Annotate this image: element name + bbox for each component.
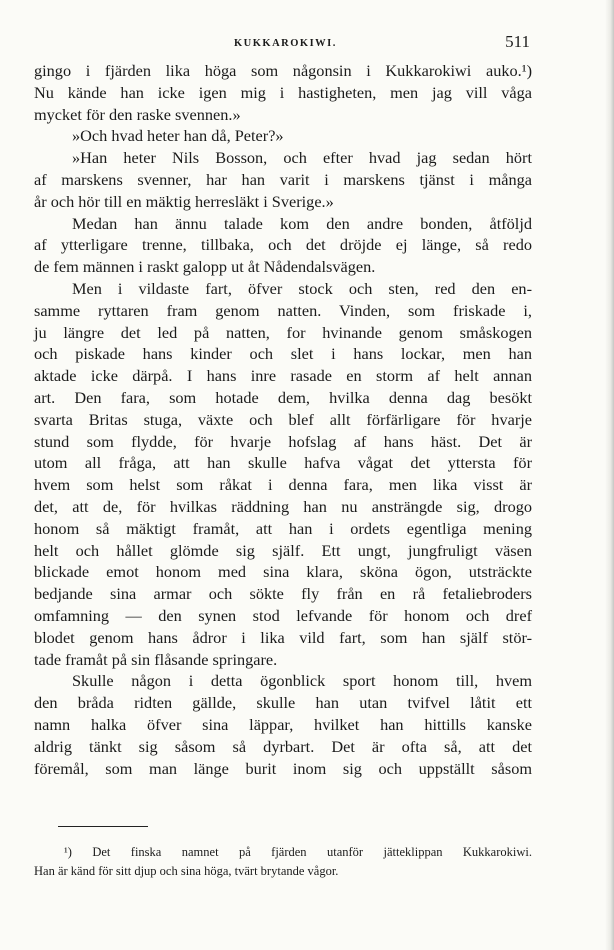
- text-line: den bråda ridten gällde, skulle han utan tvifvel låtit ett: [34, 693, 532, 713]
- text-line: mycket för den raske svennen.»: [34, 104, 241, 124]
- body-text: [34, 60, 532, 779]
- footnote-line: Han är känd för sitt djup och sina höga, tvärt brytande vågor.: [34, 864, 339, 878]
- text-line: af marskens svenner, har han varit i marskens tjänst i många: [34, 169, 532, 189]
- text-line: hvem som helst som råkat i denna fara, men lika visst är: [34, 475, 532, 495]
- footnote-line: ¹) Det finska namnet på fjärden utanför jätteklippan Kukkarokiwi.: [64, 845, 532, 859]
- text-line: år och hör till en mäktig herresläkt i Sverige.»: [34, 191, 334, 211]
- text-line: art. Den fara, som hotade dem, hvilka denna dag besökt: [34, 387, 532, 407]
- text-line: blodet genom hans ådror i lika vild fart, som han själf stör-: [34, 627, 532, 647]
- text-line: stund som flydde, för hvarje hofslag af hans häst. Det är: [34, 431, 532, 451]
- text-line: Men i vildaste fart, öfver stock och sten, red den en-: [72, 278, 532, 298]
- text-line: omfamning — den synen stod lefvande för honom och dref: [34, 605, 532, 625]
- text-line: tade framåt på sin flåsande springare.: [34, 649, 278, 669]
- text-line: det, att de, för hvilkas räddning han nu ansträngde sig, drogo: [34, 496, 532, 516]
- text-line: honom så mäktigt framåt, att han i ordets egentliga mening: [34, 518, 532, 538]
- text-line: ju längre det led på natten, for hvinande genom småskogen: [34, 322, 532, 342]
- text-line: Skulle någon i detta ögonblick sport honom till, hvem: [72, 671, 532, 691]
- text-line: helt och hållet glömde sig själf. Ett ungt, jungfruligt väsen: [34, 540, 532, 560]
- text-line: de fem männen i raskt galopp ut åt Nådendalsvägen.: [34, 257, 376, 277]
- text-line: blickade emot honom med sina klara, sköna ögon, utsträckte: [34, 562, 532, 582]
- text-line: samme ryttaren fram genom natten. Vinden, som friskade i,: [34, 300, 532, 320]
- text-line: Medan han ännu talade kom den andre bonden, åtföljd: [72, 213, 532, 233]
- text-line: Nu kände han icke igen mig i hastigheten, men jag vill våga: [34, 82, 532, 102]
- footnote-separator: [58, 826, 148, 827]
- text-line: »Och hvad heter han då, Peter?»: [72, 126, 284, 146]
- text-line: svarta Britas stuga, växte och blef allt förfärligare för hvarje: [34, 409, 532, 429]
- running-head: KUKKAROKIWI.: [234, 38, 337, 49]
- page-number: 511: [505, 32, 530, 51]
- text-line: föremål, som man länge burit inom sig och uppställt såsom: [34, 758, 532, 778]
- text-line: och piskade hans kinder och slet i hans lockar, men han: [34, 344, 532, 364]
- text-line: gingo i fjärden lika höga som någonsin i Kukkarokiwi auko.¹): [34, 61, 532, 80]
- text-line: bedjande sina armar och sökte fly från en rå fetaliebroders: [34, 584, 532, 604]
- page-header: [34, 32, 534, 56]
- text-line: namn halka öfver sina läppar, hvilket han hittills kanske: [34, 714, 532, 734]
- page-edge-shadow: [605, 0, 614, 950]
- text-line: aldrig tänkt sig såsom så dyrbart. Det är ofta så, att det: [34, 736, 532, 756]
- text-line: »Han heter Nils Bosson, och efter hvad jag sedan hört: [72, 148, 532, 168]
- text-line: af ytterligare trenne, tillbaka, och det dröjde ej länge, så redo: [34, 235, 532, 255]
- text-line: aktade icke därpå. I hans inre rasade en storm af helt annan: [34, 366, 532, 386]
- text-line: utom all fråga, att han skulle hafva vågat det yttersta för: [34, 453, 532, 473]
- footnote: [34, 843, 532, 881]
